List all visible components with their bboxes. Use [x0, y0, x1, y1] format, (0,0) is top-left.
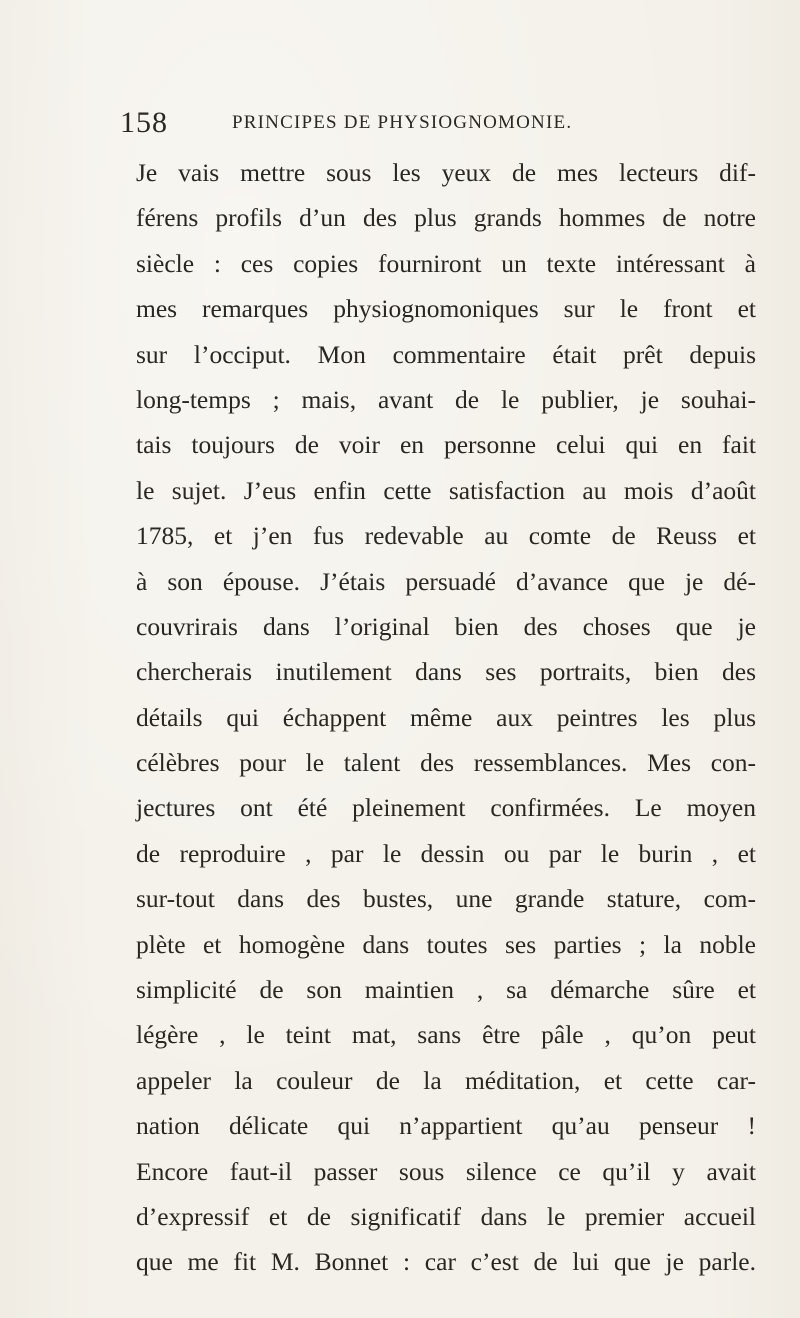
text-line: couvrirais dans l’original bien des choses que je — [136, 611, 756, 641]
text-line: jectures ont été pleinement confirmées. Le moyen — [136, 793, 756, 823]
text-line: Encore faut-il passer sous silence ce qu’il y avait — [136, 1156, 756, 1186]
text-line: long-temps ; mais, avant de le publier, je souhai- — [136, 384, 756, 414]
body-text — [136, 150, 756, 1285]
text-line: de reproduire , par le dessin ou par le burin , et — [136, 838, 756, 868]
text-line: simplicité de son maintien , sa démarche sûre et — [136, 975, 756, 1005]
text-line: mes remarques physiognomoniques sur le front et — [136, 294, 756, 324]
text-line: à son épouse. J’étais persuadé d’avance que je dé- — [136, 566, 756, 596]
text-line: nation délicate qui n’appartient qu’au penseur ! — [136, 1111, 756, 1141]
page-number: 158 — [120, 106, 168, 139]
text-line: le sujet. J’eus enfin cette satisfaction au mois d’août — [136, 475, 756, 505]
text-line: férens profils d’un des plus grands hommes de notre — [136, 203, 756, 233]
text-line: siècle : ces copies fourniront un texte intéressant à — [136, 248, 756, 278]
text-line: d’expressif et de significatif dans le premier accueil — [136, 1201, 756, 1231]
running-title: PRINCIPES DE PHYSIOGNOMONIE. — [232, 112, 573, 133]
text-line: légère , le teint mat, sans être pâle , qu’on peut — [136, 1020, 756, 1050]
text-line: sur-tout dans des bustes, une grande stature, com- — [136, 884, 756, 914]
running-head — [120, 106, 740, 142]
text-line: que me fit M. Bonnet : car c’est de lui que je parle. — [136, 1247, 756, 1277]
text-line: appeler la couleur de la méditation, et cette car- — [136, 1065, 756, 1095]
text-line: Je vais mettre sous les yeux de mes lecteurs dif- — [136, 158, 756, 187]
text-line: plète et homogène dans toutes ses parties ; la noble — [136, 929, 756, 959]
text-line: chercherais inutilement dans ses portraits, bien des — [136, 657, 756, 687]
text-line: tais toujours de voir en personne celui qui en fait — [136, 430, 756, 460]
text-line: célèbres pour le talent des ressemblances. Mes con- — [136, 748, 756, 778]
text-line: 1785, et j’en fus redevable au comte de Reuss et — [136, 521, 756, 551]
text-line: sur l’occiput. Mon commentaire était prêt depuis — [136, 339, 756, 369]
text-line: détails qui échappent même aux peintres les plus — [136, 702, 756, 732]
